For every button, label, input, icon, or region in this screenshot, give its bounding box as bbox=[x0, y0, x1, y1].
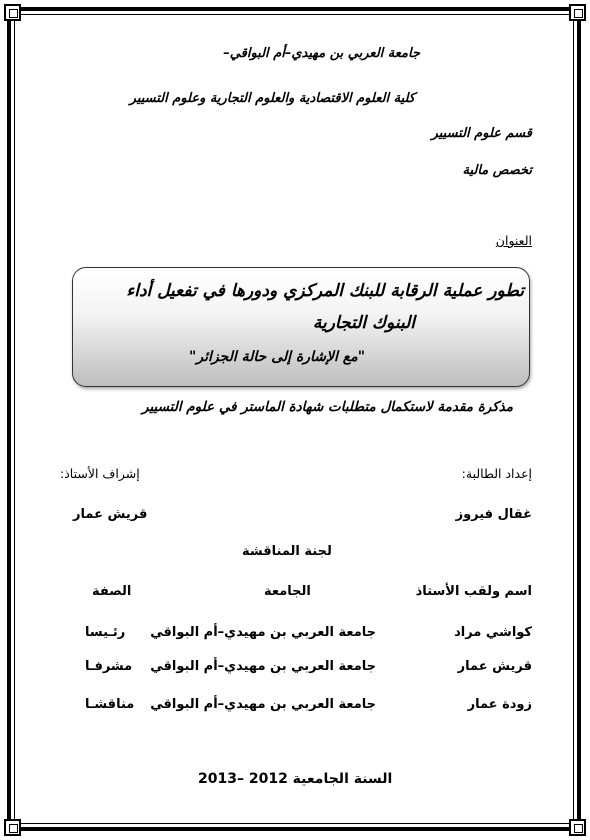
committee-member-university: جامعة العربي بن مهيدي–أم البواقي bbox=[150, 625, 376, 640]
committee-header-university: الجامعة bbox=[264, 584, 311, 599]
committee-member-name: كواشي مراد bbox=[454, 625, 532, 640]
committee-member-university: جامعة العربي بن مهيدي–أم البواقي bbox=[150, 697, 376, 712]
committee-member-role: مناقشـا bbox=[85, 697, 135, 712]
academic-year: السنة الجامعية 2012 –2013 bbox=[198, 771, 393, 787]
memo-note: مذكرة مقدمة لاستكمال متطلبات شهادة الماستر في علوم التسيير bbox=[142, 399, 513, 415]
faculty-name: كلية العلوم الاقتصادية والعلوم التجارية وعلوم التسيير bbox=[129, 91, 415, 106]
thesis-title-line-1: تطور عملية الرقابة للبنك المركزي ودورها في تفعيل أداء bbox=[126, 281, 524, 301]
specialty-name: تخصص مالية bbox=[462, 163, 532, 178]
committee-member-name: قريش عمار bbox=[457, 659, 532, 674]
committee-header-name: اسم ولقب الأستاذ bbox=[415, 584, 532, 599]
committee-member-role: مشرفـا bbox=[85, 659, 133, 674]
student-label: إعداد الطالبة: bbox=[461, 466, 532, 481]
supervisor-label: إشراف الأستاذ: bbox=[60, 466, 140, 481]
supervisor-name: قريش عمار bbox=[73, 507, 148, 522]
thesis-title-line-2: البنوك التجارية bbox=[312, 313, 415, 333]
student-name: غقال فيروز bbox=[455, 507, 532, 522]
title-label: العنوان bbox=[495, 233, 532, 248]
committee-header-role: الصفة bbox=[92, 584, 132, 599]
corner-ornament-top-left bbox=[4, 4, 21, 21]
committee-member-role: رئـيسا bbox=[85, 625, 126, 640]
corner-ornament-top-right bbox=[569, 4, 586, 21]
department-name: قسم علوم التسيير bbox=[431, 126, 532, 141]
committee-title: لجنة المناقشة bbox=[242, 544, 332, 559]
thesis-subtitle: "مع الإشارة إلى حالة الجزائر" bbox=[189, 349, 365, 365]
committee-member-university: جامعة العربي بن مهيدي–أم البواقي bbox=[150, 659, 376, 674]
corner-ornament-bottom-right bbox=[569, 819, 586, 836]
corner-ornament-bottom-left bbox=[4, 819, 21, 836]
committee-member-name: زودة عمار bbox=[467, 697, 532, 712]
university-name: جامعة العربي بن مهيدي–أم البواقي– bbox=[223, 46, 420, 61]
